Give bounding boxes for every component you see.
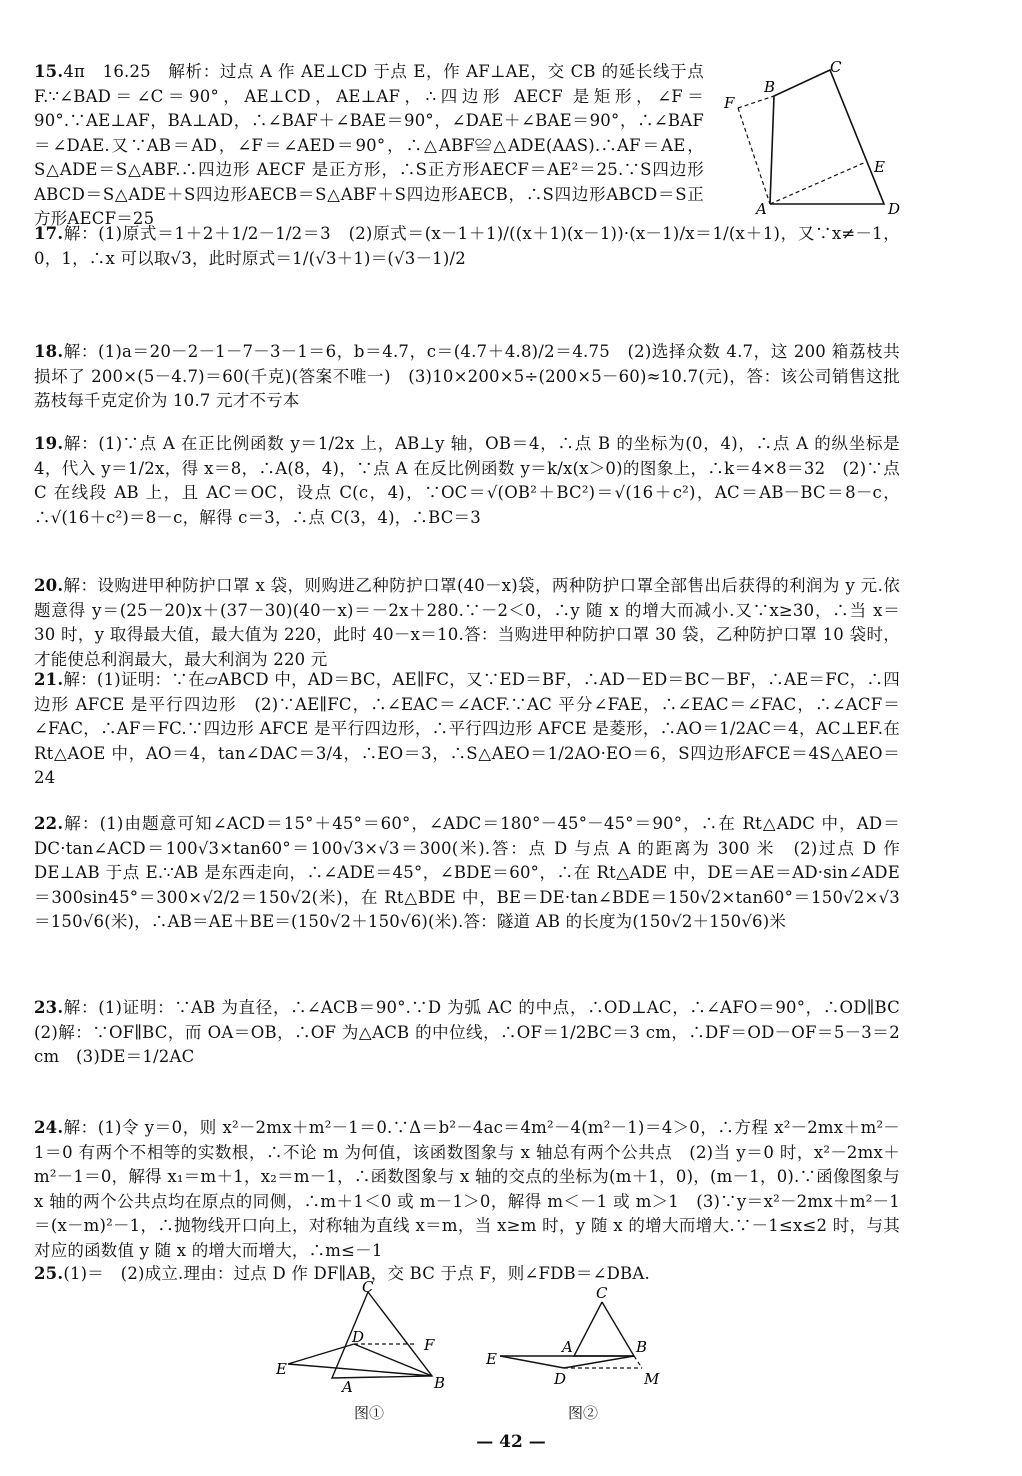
fig1-label-d: D bbox=[352, 1328, 365, 1346]
label-b: B bbox=[764, 78, 776, 96]
answer-24 bbox=[34, 1116, 900, 1263]
answer-20 bbox=[34, 574, 900, 672]
answer-number: 18. bbox=[34, 342, 64, 361]
fig2-label-b: B bbox=[636, 1338, 648, 1356]
answer-number: 15. bbox=[34, 62, 64, 81]
triangle-figure-1 bbox=[272, 1280, 462, 1404]
fig2-label-m: M bbox=[644, 1370, 660, 1388]
answer-25 bbox=[34, 1262, 900, 1287]
figure-1-caption: 图① bbox=[354, 1404, 385, 1422]
label-a: A bbox=[756, 200, 767, 218]
answer-23 bbox=[34, 996, 917, 1070]
answer-text: (1)＝ (2)成立.理由：过点 D 作 DF∥AB，交 BC 于点 F，则∠FDB＝∠DBA. bbox=[63, 1264, 650, 1283]
page-number: — 42 — bbox=[476, 1432, 546, 1452]
answer-text: 解：设购进甲种防护口罩 x 袋，则购进乙种防护口罩(40－x)袋，两种防护口罩全部售出后获得的利润为 y 元.依题意得 y＝(25－20)x＋(37－30)(40－x)＝－2x＋280.∵－2＜0，∴y 随 x 的增大而减小.又∵x≥30，∴当 x＝30 时，y 取得最大值，最大值为 220，此时 40－x＝10.答：当购进甲种防护口罩 30 袋，乙种防护口罩 10 袋时，才能使总利润最大，最大利润为 220 元 bbox=[34, 576, 900, 669]
answer-text: 解：(1)原式＝1＋2＋1/2－1/2＝3 (2)原式＝(x－1＋1)/((x＋1)(x－1))·(x－1)/x＝1/(x＋1)，又∵x≠－1，0，1，∴x 可以取√3，此时原式＝1/(√3＋1)＝(√3－1)/2 bbox=[34, 224, 900, 268]
answer-text: 解：(1)令 y＝0，则 x²－2mx＋m²－1＝0.∵Δ＝b²－4ac＝4m²－4(m²－1)＝4＞0，∴方程 x²－2mx＋m²－1＝0 有两个不相等的实数根，∴不论 m 为何值，该函数图象与 x 轴总有两个公共点 (2)当 y＝0 时，x²－2mx＋m²－1＝0，解得 x₁＝m＋1，x₂＝m－1，∴函数图象与 x 轴的交点的坐标为(m＋1，0)，(m－1，0).∵函像图象与 x 轴的两个公共点均在原点的同侧，∴m＋1＜0 或 m－1＞0，解得 m＜－1 或 m＞1 (3)∵y＝x²－2mx＋m²－1＝(x－m)²－1，∴抛物线开口向上，对称轴为直线 x＝m，当 x≥m 时，y 随 x 的增大而增大.∵－1≤x≤2 时，与其对应的函数值 y 随 x 的增大而增大，∴m≤－1 bbox=[34, 1118, 900, 1260]
label-e: E bbox=[874, 158, 885, 176]
fig2-label-a: A bbox=[562, 1338, 573, 1356]
answer-15-16 bbox=[34, 60, 704, 232]
answer-number: 25. bbox=[34, 1264, 64, 1283]
answer-text: 4π 16.25 解析：过点 A 作 AE⊥CD 于点 E，作 AF⊥AE，交 CB 的延长线于点 F.∵∠BAD＝∠C＝90°，AE⊥CD，AE⊥AF，∴四边形 AECF 是矩形，∠F＝90°.∵AE⊥AF，BA⊥AD，∴∠BAF＋∠BAE＝90°，∠DAE＋∠BAE＝90°，∴∠BAF＝∠DAE.又∵AB＝AD，∠F＝∠AED＝90°，∴△ABF≌△ADE(AAS).∴AF＝AE，S△ADE＝S△ABF.∴四边形 AECF 是正方形，∴S正方形AECF＝AE²＝25.∵S四边形ABCD＝S△ADE＋S四边形AECB＝S△ABF＋S四边形AECB，∴S四边形ABCD＝S正方形AECF＝25 bbox=[34, 62, 704, 228]
answer-number: 20. bbox=[34, 576, 64, 595]
fig2-label-c: C bbox=[596, 1284, 608, 1302]
label-d: D bbox=[888, 200, 901, 218]
answer-number: 21. bbox=[34, 670, 64, 689]
figure-2-caption: 图② bbox=[568, 1404, 599, 1422]
answer-21 bbox=[34, 668, 900, 791]
fig2-label-e: E bbox=[486, 1350, 497, 1368]
answer-18 bbox=[34, 340, 900, 414]
answer-text: 解：(1)∵点 A 在正比例函数 y＝1/2x 上，AB⊥y 轴，OB＝4，∴点 B 的坐标为(0，4)，∴点 A 的纵坐标是 4，代入 y＝1/2x，得 x＝8，∴A(8，4)，∵点 A 在反比例函数 y＝k/x(x＞0)的图象上，∴k＝4×8＝32 (2)∵点 C 在线段 AB 上，且 AC＝OC，设点 C(c，4)，∵OC＝√(OB²＋BC²)＝√(16＋c²)，AC＝AB－BC＝8－c，∴√(16＋c²)＝8－c，解得 c＝3，∴点 C(3，4)，∴BC＝3 bbox=[34, 434, 900, 527]
answer-17 bbox=[34, 222, 900, 271]
fig1-label-b: B bbox=[434, 1374, 446, 1392]
quadrilateral-figure bbox=[718, 56, 918, 222]
fig1-label-c: C bbox=[362, 1280, 374, 1296]
answer-number: 19. bbox=[34, 434, 64, 453]
answer-text: 解：(1)a＝20－2－1－7－3－1＝6，b＝4.7，c＝(4.7＋4.8)/2＝4.75 (2)选择众数 4.7，这 200 箱荔枝共损坏了 200×(5－4.7)＝60(千克)(答案不唯一) (3)10×200×5÷(200×5－60)≈10.7(元)，答：该公司销售这批荔枝每千克定价为 10.7 元才不亏本 bbox=[34, 342, 900, 410]
answer-22 bbox=[34, 812, 900, 935]
fig2-label-d: D bbox=[554, 1370, 567, 1388]
answer-text: 解：(1)由题意可知∠ACD＝15°＋45°＝60°，∠ADC＝180°－45°－45°＝90°，∴在 Rt△ADC 中，AD＝DC·tan∠ACD＝100√3×tan60°＝100√3×√3＝300(米).答：点 D 与点 A 的距离为 300 米 (2)过点 D 作 DE⊥AB 于点 E.∵AB 是东西走向，∴∠ADE＝45°，∠BDE＝60°，∴在 Rt△ADE 中，DE＝AE＝AD·sin∠ADE＝300sin45°＝300×√2/2＝150√2(米)，在 Rt△BDE 中，BE＝DE·tan∠BDE＝150√2×tan60°＝150√2×√3＝150√6(米)，∴AB＝AE＋BE＝(150√2＋150√6)(米).答：隧道 AB 的长度为(150√2＋150√6)米 bbox=[34, 814, 900, 931]
fig1-label-e: E bbox=[276, 1360, 287, 1378]
fig1-label-a: A bbox=[342, 1378, 353, 1396]
answer-number: 24. bbox=[34, 1118, 64, 1137]
label-f: F bbox=[724, 94, 735, 112]
answer-text: 解：(1)证明：∵AB 为直径，∴∠ACB＝90°.∵D 为弧 AC 的中点，∴OD⊥AC，∴∠AFO＝90°，∴OD∥BC (2)解：∵OF∥BC，而 OA＝OB，∴OF 为△ACB 的中位线，∴OF＝1/2BC＝3 cm，∴DF＝OD－OF＝5－3＝2 cm (3)DE＝1/2AC bbox=[34, 998, 917, 1066]
answer-number: 17. bbox=[34, 224, 64, 243]
label-c: C bbox=[830, 58, 842, 76]
fig1-label-f: F bbox=[424, 1336, 435, 1354]
answer-text: 解：(1)证明：∵在▱ABCD 中，AD＝BC，AE∥FC，又∵ED＝BF，∴AD－ED＝BC－BF，∴AE＝FC，∴四边形 AFCE 是平行四边形 (2)∵AE∥FC，∴∠EAC＝∠ACF.∵AC 平分∠FAE，∴∠EAC＝∠FAC，∴∠ACF＝∠FAC，∴AF＝FC.∵四边形 AFCE 是平行四边形，∴平行四边形 AFCE 是菱形，∴AO＝1/2AC＝4，AC⊥EF.在 Rt△AOE 中，AO＝4，tan∠DAC＝3/4，∴EO＝3，∴S△AEO＝1/2AO·EO＝6，S四边形AFCE＝4S△AEO＝24 bbox=[34, 670, 900, 787]
triangle-figure-2 bbox=[482, 1280, 682, 1404]
answer-number: 22. bbox=[34, 814, 64, 833]
answer-19 bbox=[34, 432, 900, 530]
answer-number: 23. bbox=[34, 998, 64, 1017]
